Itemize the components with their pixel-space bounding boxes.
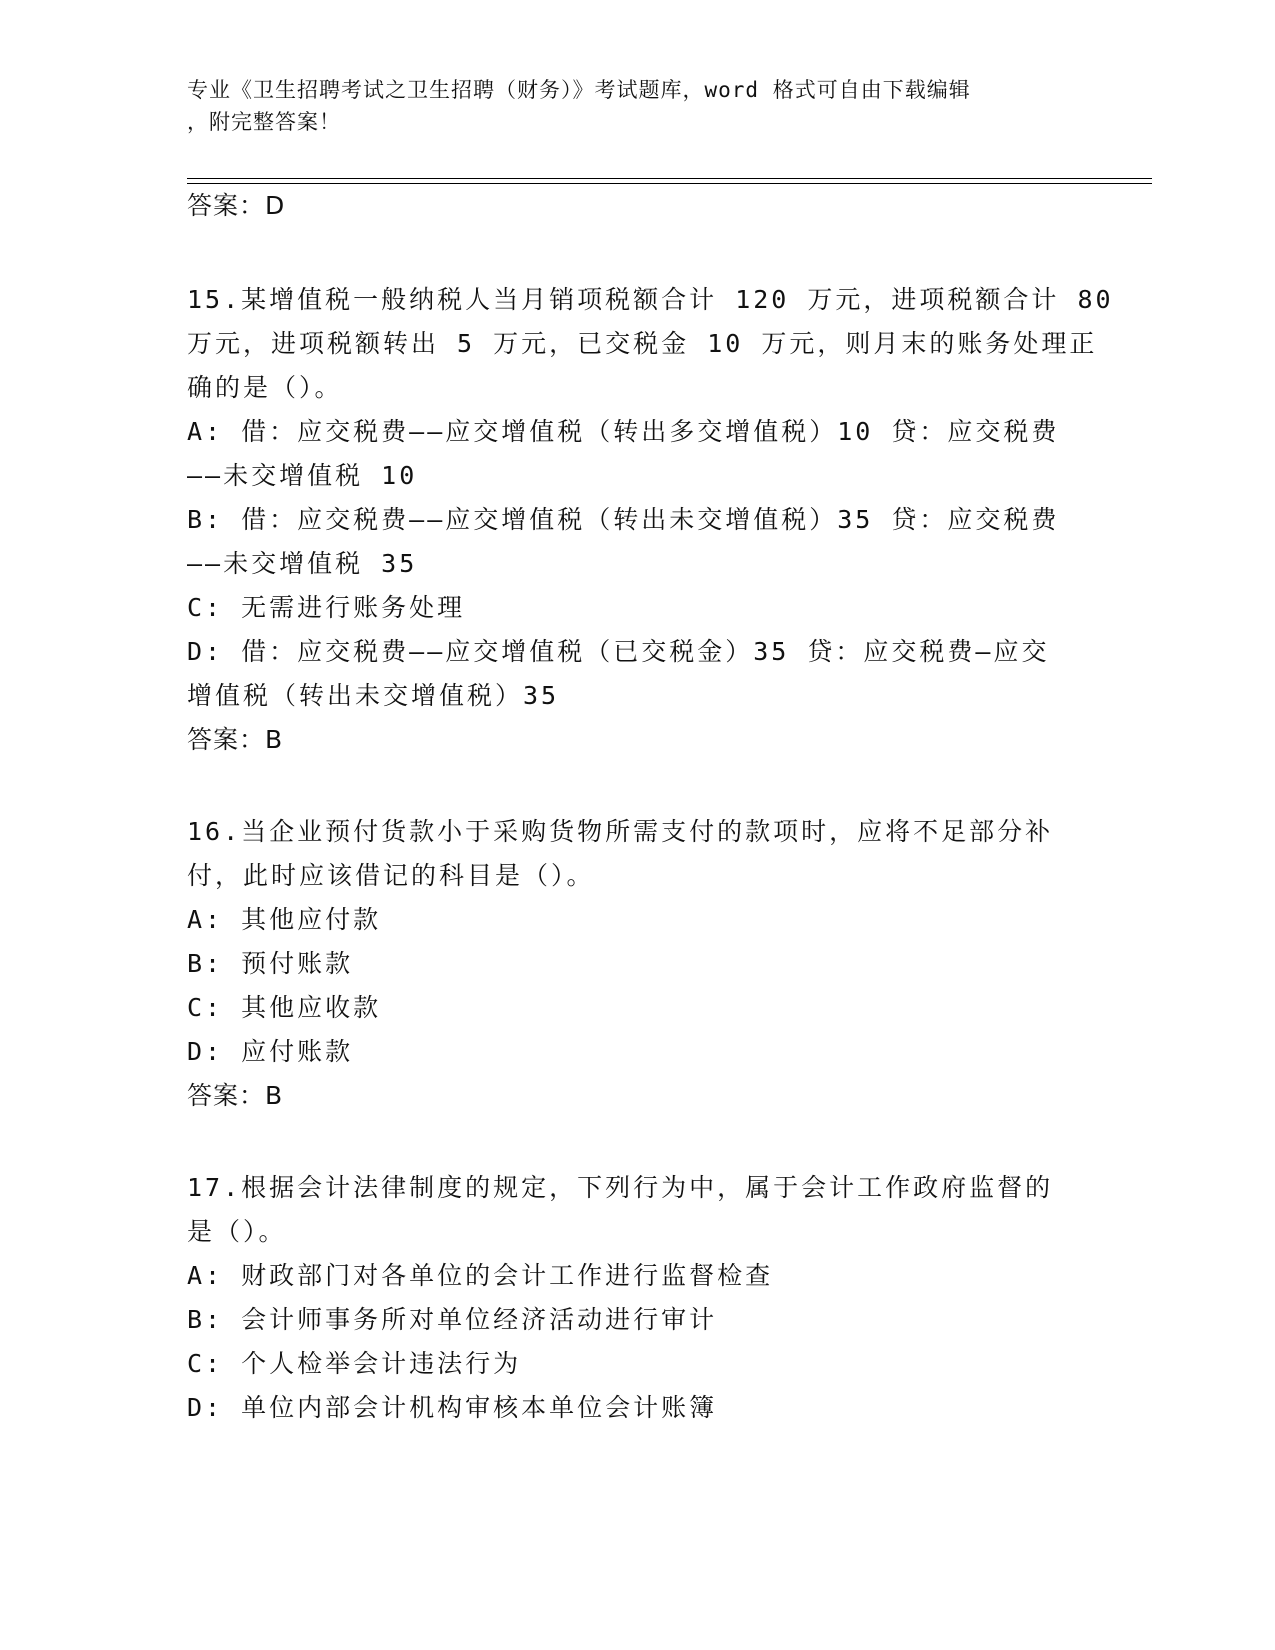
q15-option-b-line-2: ——未交增值税 35 [187,549,418,578]
q15-option-d-line-1: D: 借：应交税费——应交增值税（已交税金）35 贷：应交税费—应交 [187,637,1050,666]
answer-q15: 答案：B [187,725,284,754]
document-header [187,74,1067,138]
q17-option-a: A: 财政部门对各单位的会计工作进行监督检查 [187,1261,774,1290]
q16-option-d: D: 应付账款 [187,1037,354,1066]
q15-option-c: C: 无需进行账务处理 [187,593,466,622]
q17-option-b: B: 会计师事务所对单位经济活动进行审计 [187,1305,718,1334]
q16-option-b: B: 预付账款 [187,949,354,978]
header-line-1: 专业《卫生招聘考试之卫生招聘（财务）》考试题库，word 格式可自由下载编辑 [187,78,971,102]
header-divider-top [187,178,1152,179]
q17-stem-line-1: 17.根据会计法律制度的规定，下列行为中，属于会计工作政府监督的 [187,1173,1054,1202]
header-line-2: ，附完整答案！ [187,110,341,134]
q15-stem-line-3: 确的是（）。 [187,373,343,402]
q15-option-a-line-2: ——未交增值税 10 [187,461,418,490]
q16-option-c: C: 其他应收款 [187,993,382,1022]
q17-option-d: D: 单位内部会计机构审核本单位会计账簿 [187,1393,718,1422]
q15-stem-line-1: 15.某增值税一般纳税人当月销项税额合计 120 万元，进项税额合计 80 [187,285,1114,314]
q15-option-d-line-2: 增值税（转出未交增值税）35 [187,681,560,710]
q15-option-a-line-1: A: 借：应交税费——应交增值税（转出多交增值税）10 贷：应交税费 [187,417,1060,446]
header-divider-bottom [187,183,1152,184]
q15-option-b-line-1: B: 借：应交税费——应交增值税（转出未交增值税）35 贷：应交税费 [187,505,1060,534]
q17-option-c: C: 个人检举会计违法行为 [187,1349,522,1378]
q16-stem-line-2: 付，此时应该借记的科目是（）。 [187,861,595,890]
q15-stem-line-2: 万元，进项税额转出 5 万元，已交税金 10 万元，则月末的账务处理正 [187,329,1098,358]
q16-stem-line-1: 16.当企业预付货款小于采购货物所需支付的款项时，应将不足部分补 [187,817,1054,846]
answer-q14: 答案：D [187,191,286,220]
q17-stem-line-2: 是（）。 [187,1217,287,1246]
answer-q16: 答案：B [187,1081,284,1110]
q16-option-a: A: 其他应付款 [187,905,382,934]
